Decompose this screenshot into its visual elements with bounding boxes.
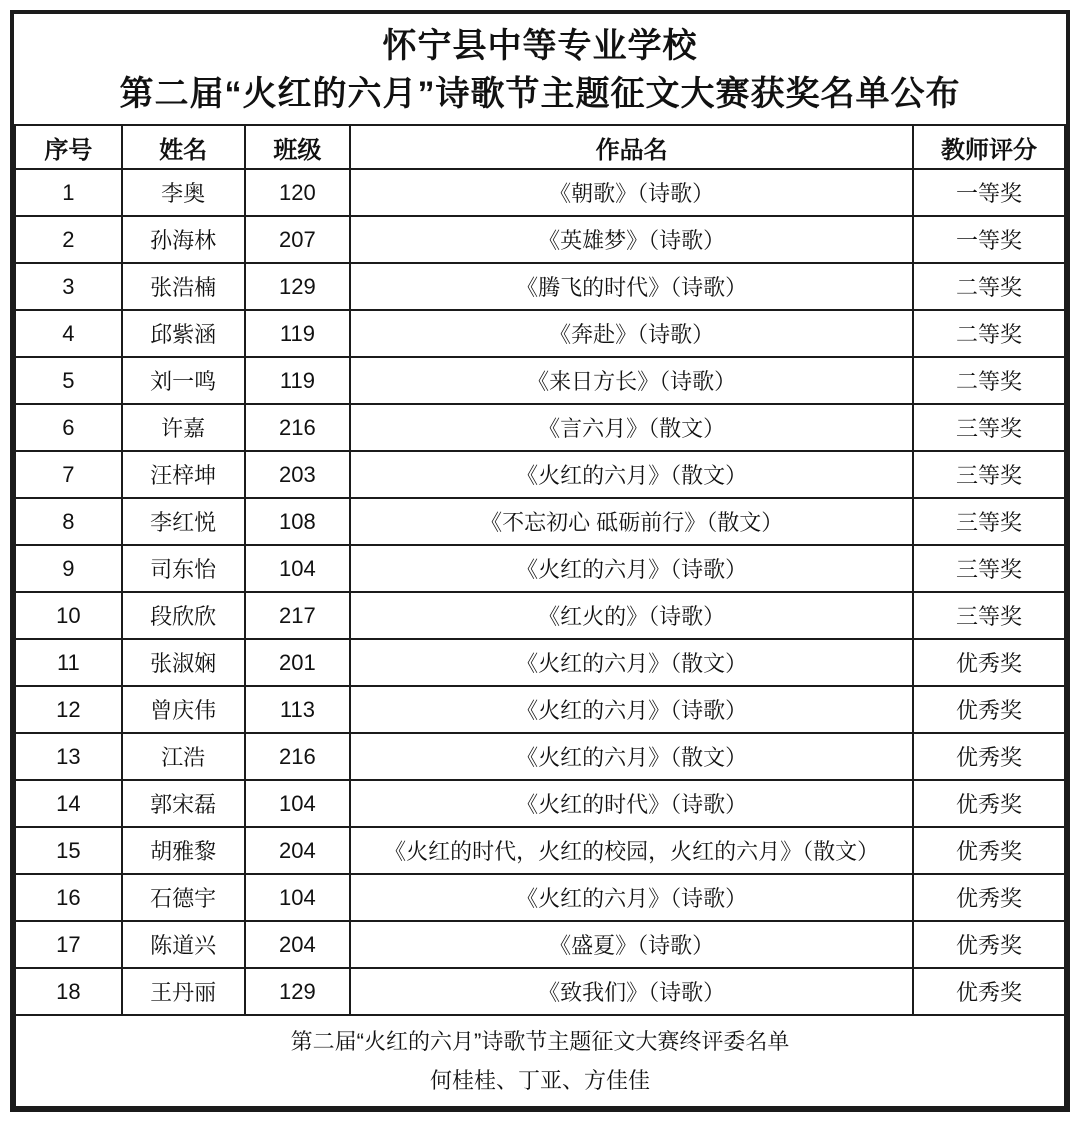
table-cell: 李红悦 [122,498,245,545]
table-cell: 段欣欣 [122,592,245,639]
table-cell: 8 [15,498,122,545]
table-row [15,263,1065,310]
table-row [15,968,1065,1015]
table-row [15,404,1065,451]
table-row [15,686,1065,733]
table-foot [15,1015,1065,1107]
table-cell: 优秀奖 [913,780,1065,827]
table-cell: 《言六月》（散文） [350,404,913,451]
table-cell: 优秀奖 [913,733,1065,780]
table-cell: 12 [15,686,122,733]
table-row [15,874,1065,921]
table-row [15,827,1065,874]
table-cell: 119 [245,310,351,357]
table-cell: 《来日方长》（诗歌） [350,357,913,404]
table-cell: 《火红的六月》（散文） [350,451,913,498]
table-cell: 《火红的六月》（诗歌） [350,874,913,921]
table-cell: 优秀奖 [913,968,1065,1015]
column-header: 班级 [245,125,351,169]
award-announcement-sheet [10,10,1070,1112]
footer-row [15,1015,1065,1107]
table-cell: 司东怡 [122,545,245,592]
table-cell: 7 [15,451,122,498]
table-cell: 三等奖 [913,545,1065,592]
table-cell: 邱紫涵 [122,310,245,357]
table-cell: 10 [15,592,122,639]
table-cell: 104 [245,545,351,592]
table-cell: 14 [15,780,122,827]
table-cell: 孙海林 [122,216,245,263]
table-cell: 129 [245,263,351,310]
jury-note-title: 第二届“火红的六月”诗歌节主题征文大赛终评委名单 [290,1029,790,1054]
table-cell: 113 [245,686,351,733]
table-row [15,451,1065,498]
table-row [15,545,1065,592]
table-cell: 二等奖 [913,357,1065,404]
table-cell: 张淑娴 [122,639,245,686]
table-cell: 2 [15,216,122,263]
table-cell: 石德宇 [122,874,245,921]
table-cell: 《火红的时代》（诗歌） [350,780,913,827]
title-block [14,14,1066,124]
table-cell: 216 [245,733,351,780]
table-cell: 17 [15,921,122,968]
table-cell: 《不忘初心 砥砺前行》（散文） [350,498,913,545]
table-cell: 优秀奖 [913,921,1065,968]
table-cell: 119 [245,357,351,404]
column-header: 作品名 [350,125,913,169]
table-cell: 15 [15,827,122,874]
table-cell: 优秀奖 [913,827,1065,874]
contest-title: 第二届“火红的六月”诗歌节主题征文大赛获奖名单公布 [119,75,961,113]
table-cell: 108 [245,498,351,545]
table-cell: 王丹丽 [122,968,245,1015]
table-cell: 汪梓坤 [122,451,245,498]
table-cell: 许嘉 [122,404,245,451]
column-header: 序号 [15,125,122,169]
table-cell: 张浩楠 [122,263,245,310]
table-cell: 曾庆伟 [122,686,245,733]
jury-names: 何桂桂、丁亚、方佳佳 [429,1068,650,1093]
awards-table [14,124,1066,1108]
table-cell: 11 [15,639,122,686]
jury-note-cell [15,1015,1065,1107]
table-row [15,921,1065,968]
table-cell: 5 [15,357,122,404]
table-cell: 《英雄梦》（诗歌） [350,216,913,263]
table-cell: 104 [245,780,351,827]
table-cell: 204 [245,827,351,874]
table-cell: 《红火的》（诗歌） [350,592,913,639]
table-cell: 129 [245,968,351,1015]
table-cell: 优秀奖 [913,874,1065,921]
table-row [15,733,1065,780]
table-cell: 207 [245,216,351,263]
table-cell: 《火红的六月》（散文） [350,733,913,780]
table-cell: 优秀奖 [913,639,1065,686]
table-cell: 1 [15,169,122,216]
table-cell: 204 [245,921,351,968]
table-cell: 6 [15,404,122,451]
table-row [15,310,1065,357]
table-cell: 3 [15,263,122,310]
table-cell: 刘一鸣 [122,357,245,404]
table-cell: 《致我们》（诗歌） [350,968,913,1015]
table-row [15,639,1065,686]
table-cell: 《火红的六月》（诗歌） [350,686,913,733]
table-cell: 一等奖 [913,216,1065,263]
table-cell: 201 [245,639,351,686]
table-cell: 4 [15,310,122,357]
column-header: 姓名 [122,125,245,169]
table-cell: 三等奖 [913,592,1065,639]
table-cell: 优秀奖 [913,686,1065,733]
table-row [15,780,1065,827]
table-cell: 120 [245,169,351,216]
school-title: 怀宁县中等专业学校 [382,27,698,65]
table-row [15,216,1065,263]
table-cell: 《盛夏》（诗歌） [350,921,913,968]
table-cell: 二等奖 [913,310,1065,357]
table-cell: 《火红的六月》（散文） [350,639,913,686]
table-cell: 《朝歌》（诗歌） [350,169,913,216]
column-header: 教师评分 [913,125,1065,169]
table-cell: 104 [245,874,351,921]
table-row [15,169,1065,216]
table-cell: 203 [245,451,351,498]
table-row [15,498,1065,545]
table-cell: 18 [15,968,122,1015]
table-cell: 216 [245,404,351,451]
table-cell: 胡雅黎 [122,827,245,874]
table-cell: 13 [15,733,122,780]
table-cell: 陈道兴 [122,921,245,968]
table-cell: 9 [15,545,122,592]
table-cell: 郭宋磊 [122,780,245,827]
table-cell: 217 [245,592,351,639]
table-cell: 《火红的时代，火红的校园，火红的六月》（散文） [350,827,913,874]
table-row [15,592,1065,639]
table-cell: 《腾飞的时代》（诗歌） [350,263,913,310]
table-cell: 二等奖 [913,263,1065,310]
table-cell: 三等奖 [913,498,1065,545]
table-cell: 《火红的六月》（诗歌） [350,545,913,592]
table-cell: 李奥 [122,169,245,216]
table-cell: 江浩 [122,733,245,780]
table-cell: 三等奖 [913,404,1065,451]
table-cell: 三等奖 [913,451,1065,498]
table-row [15,357,1065,404]
table-head [15,125,1065,169]
table-cell: 16 [15,874,122,921]
header-row [15,125,1065,169]
table-cell: 一等奖 [913,169,1065,216]
table-body [15,169,1065,1015]
table-cell: 《奔赴》（诗歌） [350,310,913,357]
